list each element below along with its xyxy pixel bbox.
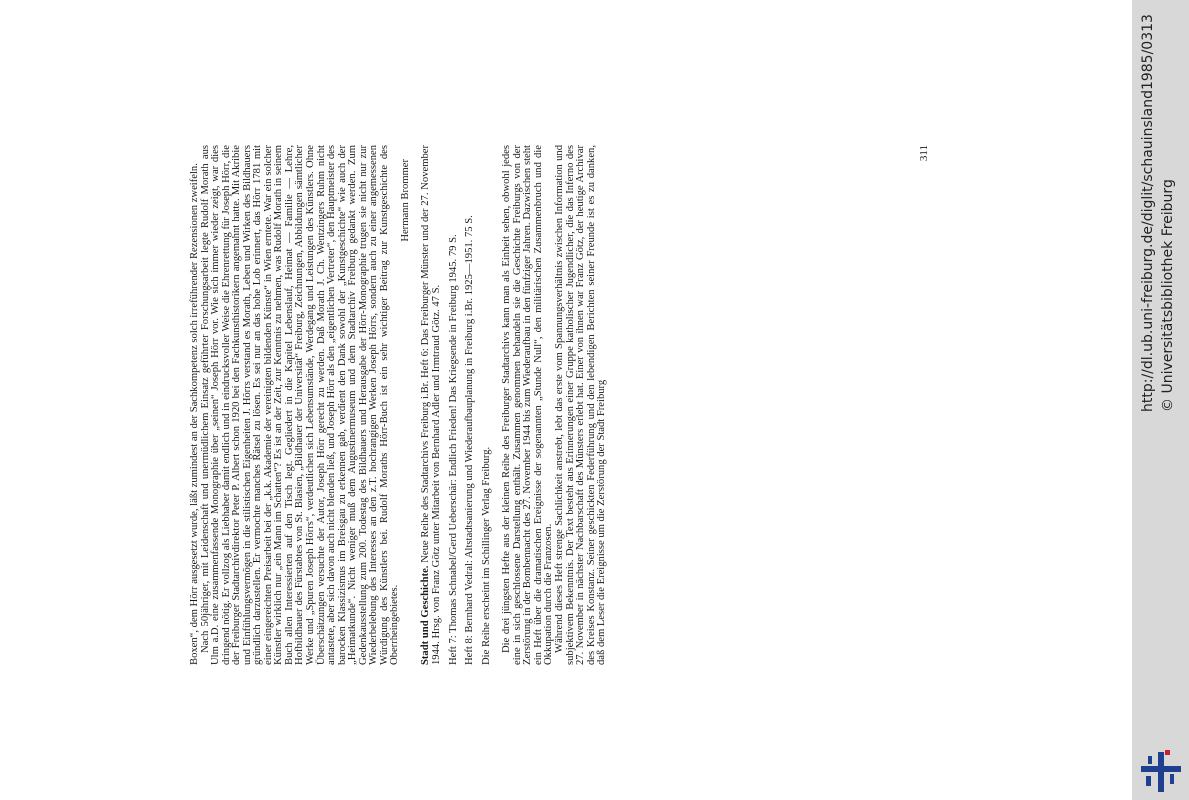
right-sidebar: [1132, 0, 1189, 800]
publisher-note: Die Reihe erscheint im Schillinger Verlag Freiburg.: [480, 446, 492, 665]
source-url[interactable]: http://dl.ub.uni-freiburg.de/diglit/schauinsland1985/0313: [1140, 14, 1156, 412]
ub-freiburg-logo-icon: [1138, 748, 1184, 794]
page-number: 311: [918, 145, 930, 162]
heft-7-entry: Heft 7: Thomas Schnabel/Gerd Ueberschär: Endlich Frieden! Das Kriegsende in Freiburg 1945. 79 S.: [447, 234, 459, 665]
copyright-notice: © Universitätsbibliothek Freiburg: [1160, 179, 1176, 412]
review-series-title: Stadt und Geschichte.: [420, 565, 432, 665]
review-series-details: Neue Reihe des Stadtarchivs Freiburg i.Br. Heft 6: Das Freiburger Münster und der 27. November 1944. Hrsg. von Franz Götz unter Mitarbeit von Bernhard Adler und Irmtraud Götz. 47 S.: [420, 145, 443, 665]
paragraph: Die drei jüngsten Hefte aus der kleinen Reihe des Freiburger Stadtarchivs kann man als Einheit sehen, obwohl jedes eine in sich geschlossene Darstellung enthält. Zusammen genommen behandeln sie die Geschichte Freiburgs von der Zerstörung in der Bombennacht des 27. November 1944 bis zum Wiederaufbau in den fünfziger Jahren. Dazwischen steht ein Heft über die dramatischen Ereignisse der sogenannten „Stunde Null“, den militärischen Zusammenbruch und die Okkupation durch die Franzosen.: [501, 145, 555, 665]
paragraph: Während dieses Heft strenge Sachlichkeit anstrebt, lebt das erste vom Spannungsverhältnis zwischen Information und subjektivem Bekenntnis. Der Text besteht aus Erinnerungen einer Gruppe katholischer Jugendlicher, die das Inferno des 27. November in nächster Nachbarschaft des Münsters erlebt hat. Einer von ihnen war Franz Götz, der heutige Archivar des Kreises Konstanz. Seiner geschickten Federführung und den lebendigen Berichten seiner Freunde ist es zu danken, daß dem Leser die Ereignisse um die Zerstörung der Stadt Freiburg: [553, 145, 608, 665]
review-signature: Hermann Brommer: [399, 159, 411, 242]
paragraph: Nach 50jähriger, mit Leidenschaft und unermüdlichem Einsatz geführter Forschungsarbeit legte Rudolf Morath aus Ulm a.D. eine zusammenfassende Monographie über „seinen“ Joseph Hörr vor. Wie sich immer wieder zeigt, war dies dringend nötig. Er vollzog als Liebhaber damit endlich und in eindrucksvoller Weise die Ehrenrettung für Joseph Hörr, die der Freiburger Stadtarchivdirektor Peter P. Albert schon 1920 bei den Fachkunsthistorikern angemahnt hatte. Mit Akribie und Einfühlungsvermögen in die stilistischen Eigenheiten J. Hörrs verstand es Morath, Leben und Wirken des Bildhauers gründlich darzustellen. Er vermochte manches Rätsel zu lösen. Es sei nur an das hohe Lob erinnert, das Hörr 1781 mit einer eingereichten Preisarbeit bei der „k.k. Akademie der vereinigten bildenden Künste“ in Wien erntete. War ein solcher Künstler wirklich nur „ein Mann im Schatten“? Es ist an der Zeit, zur Kenntnis zu nehmen, was Rudolf Morath in seinem Buch allen Interessierten auf den Tisch legt. Gegliedert in die Kapitel Lebenslauf, Heimat — Familie — Lehre, Hofbildhauer des Fürstabtes von St. Blasien, „Bildhauer der Universität“ Freiburg, Zeichnungen, Abbildungen sämtlicher Werke und „Spuren Joseph Hörrs“, verdeutlichen sich Lebensumstände, Werdegang und Leistungen des Künstlers. Ohne Überschätzungen versuchte der Autor, Joseph Hörr gerecht zu werden. Daß Morath J. Ch. Wentzingers Ruhm nicht antastete, aber sich davon auch nicht blenden ließ, und Joseph Hörr als den „eigentlichen Vertreter“, den Hauptmeister des barocken Klassizismus im Breisgau zu erkennen gab, verdient den Dank sowohl der „Kunstgeschichte“ wie auch der „Heimatkunde“. Nicht weniger muß dem Augustinermuseum und dem Stadtarchiv Freiburg gedankt werden. Zum Gedenkausstellung zum 200. Todestag des Bildhauers und Herausgabe der Hörr-Monographie trugen sie nicht nur zur Wiederbelebung des Interesses an den z.T. hochrangigen Werken Joseph Hörrs, sondern auch zu einer angemessenen Würdigung des Künstlers bei. Rudolf Moraths Hörr-Buch ist ein sehr wichtiger Beitrag zur Kunstgeschichte des Oberrheingebietes.: [199, 145, 401, 665]
paragraph: Boxen“, dem Hörr ausgesetzt wurde, läßt zumindest an der Sachkompetenz solch irreführender Rezensionen zweifeln.: [189, 163, 200, 665]
rotated-text-block: [190, 145, 950, 665]
heft-8-entry: Heft 8: Bernhard Vedral: Altstadtsanierung und Wiederaufbauplanung in Freiburg i.Br. 1925—1951. 75 S.: [464, 215, 476, 665]
review-heading: [421, 145, 442, 665]
